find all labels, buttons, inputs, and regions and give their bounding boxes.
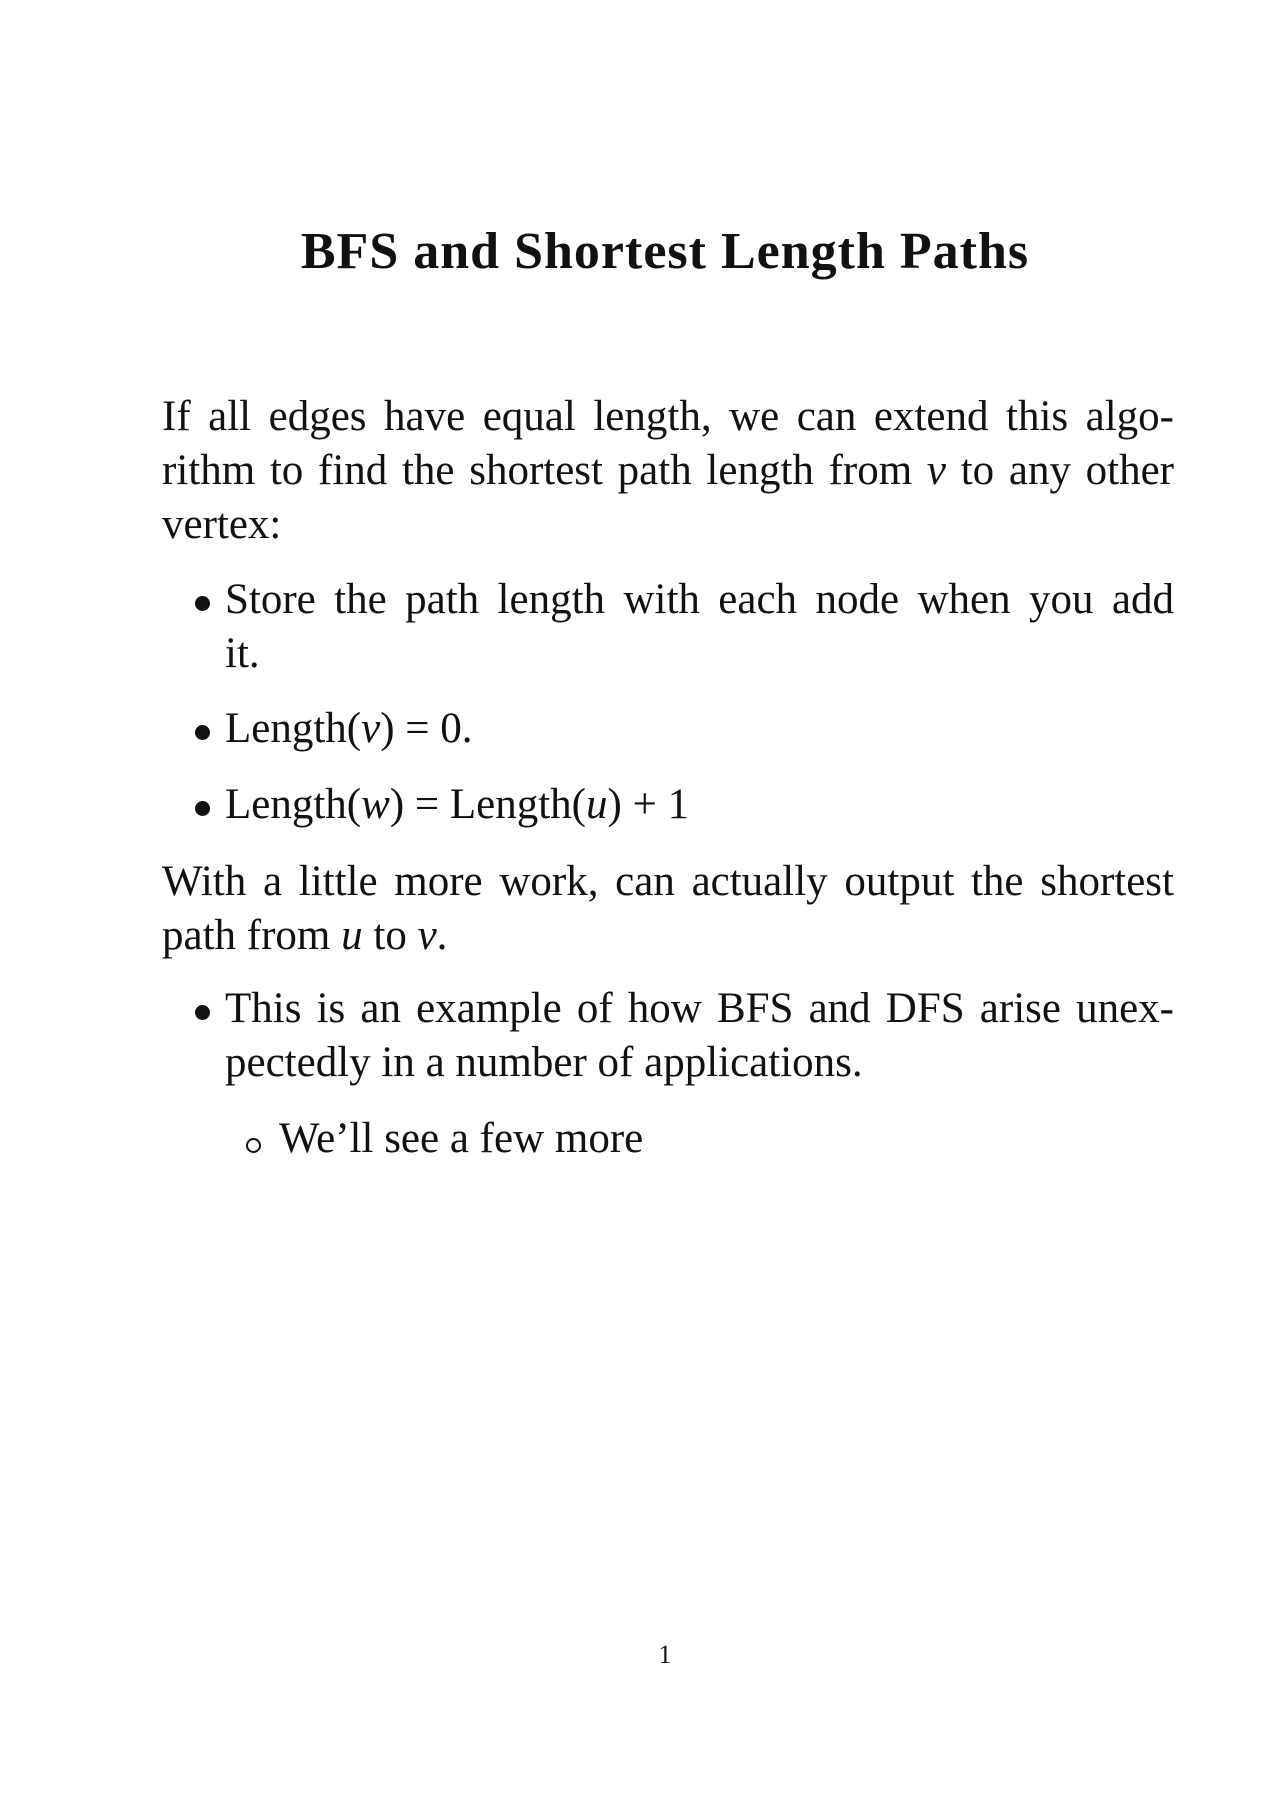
math-var-v: v [361,705,381,752]
math-var-v: v [417,912,437,959]
math-var-u: u [341,912,363,959]
page-number: 1 [658,1640,672,1669]
intro-line-3: vertex: [162,501,282,548]
intro-line-2-text-a: rithm to find the shortest path length from [162,447,927,494]
bullet-4-line-2: pectedly in a number of applications. [225,1039,863,1086]
bullet-2-text-post: ) = 0. [380,705,473,752]
math-var-u: u [586,781,608,828]
paragraph-2-text-b: to [362,912,418,959]
sub-bullet-text: We’ll see a few more [279,1115,644,1162]
bullet-2-text-pre: Length( [225,705,362,752]
paragraph-2-line-1: With a little more work, can actually output the shortest [162,858,1174,905]
paragraph-2-text-a: path from [162,912,342,959]
page-title: BFS and Shortest Length Paths [300,223,1030,280]
intro-line-2-text-b: to any other [946,447,1174,494]
bullet-3-text-mid: ) = Length( [389,781,586,828]
bullet-1-line-2: it. [225,630,260,677]
math-var-v: v [926,447,946,494]
intro-line-1: If all edges have equal length, we can extend this algo- [162,393,1174,440]
intro-line-2 [162,444,1174,498]
paragraph-2-text-c: . [436,912,448,959]
bullet-4-line-1: This is an example of how BFS and DFS arise unex- [225,985,1174,1032]
bullet-1-line-1: Store the path length with each node when you add [225,576,1174,623]
math-var-w: w [361,781,390,828]
bullet-2-text [225,702,1174,756]
bullet-3-text-post: ) + 1 [607,781,690,828]
paragraph-2 [162,855,1174,963]
paragraph-2-line-2 [162,909,1174,963]
bullet-3-text [225,778,1174,832]
intro-paragraph [162,390,1174,552]
bullet-3-text-pre: Length( [225,781,362,828]
